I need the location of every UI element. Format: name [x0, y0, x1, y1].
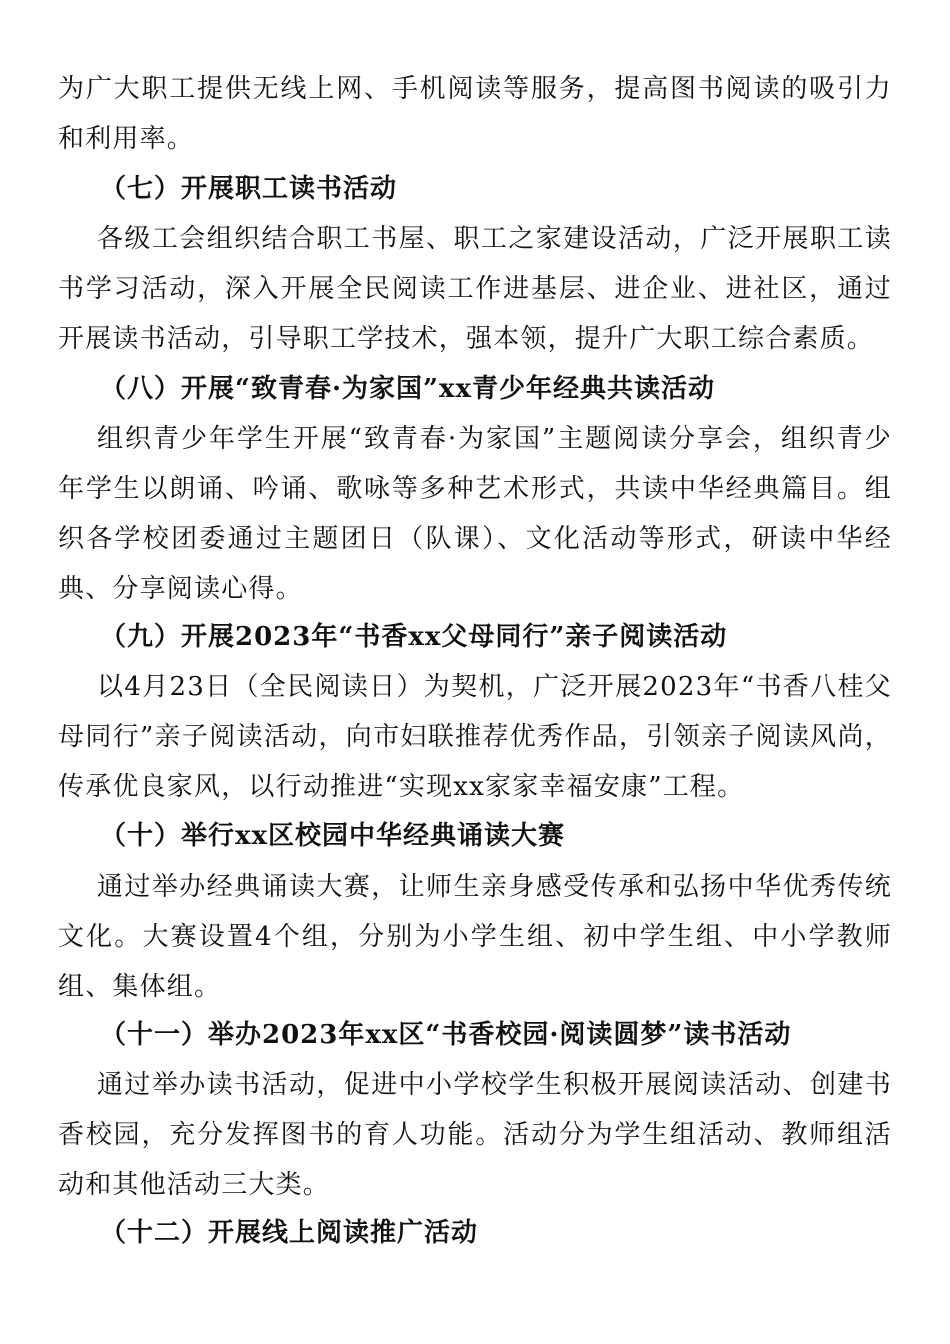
section-heading-7: （七）开展职工读书活动 — [100, 174, 398, 204]
section-body-10: 通过举办经典诵读大赛，让师生亲身感受传承和弘扬中华优秀传统文化。大赛设置4个组，分别为小学生组、初中学生组、中小学教师组、集体组。 — [58, 872, 892, 1002]
section-heading-9: （九）开展2023年“书香xx父母同行”亲子阅读活动 — [100, 622, 728, 652]
section-heading-10: （十）举行xx区校园中华经典诵读大赛 — [100, 821, 566, 851]
section-heading-12: （十二）开展线上阅读推广活动 — [100, 1218, 479, 1248]
paragraph-continued: 为广大职工提供无线上网、手机阅读等服务，提高图书阅读的吸引力和利用率。 — [58, 74, 892, 154]
section-heading-11: （十一）举办2023年xx区“书香校园·阅读圆梦”读书活动 — [100, 1020, 792, 1050]
section-body-8: 组织青少年学生开展“致青春·为家国”主题阅读分享会，组织青少年学生以朗诵、吟诵、歌咏等多种艺术形式，共读中华经典篇目。组织各学校团委通过主题团日（队课）、文化活动等形式，研读中华经典、分享阅读心得。 — [58, 424, 892, 604]
section-body-7: 各级工会组织结合职工书屋、职工之家建设活动，广泛开展职工读书学习活动，深入开展全民阅读工作进基层、进企业、进社区，通过开展读书活动，引导职工学技术，强本领，提升广大职工综合素质。 — [58, 224, 892, 354]
section-heading-8: （八）开展“致青春·为家国”xx青少年经典共读活动 — [100, 374, 715, 404]
section-body-11: 通过举办读书活动，促进中小学校学生积极开展阅读活动、创建书香校园，充分发挥图书的育人功能。活动分为学生组活动、教师组活动和其他活动三大类。 — [58, 1070, 892, 1200]
section-body-9: 以4月23日（全民阅读日）为契机，广泛开展2023年“书香八桂父母同行”亲子阅读活动，向市妇联推荐优秀作品，引领亲子阅读风尚，传承优良家风，以行动推进“实现xx家家幸福安康”工程。 — [58, 672, 892, 802]
